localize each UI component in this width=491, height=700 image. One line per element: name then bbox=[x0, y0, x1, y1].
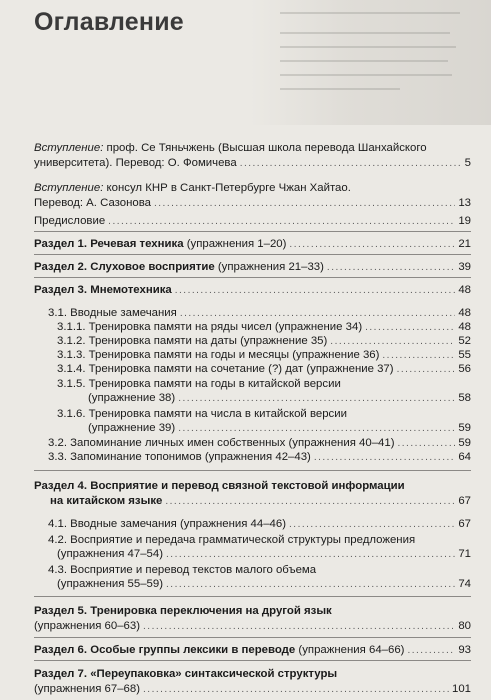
entry-text: консул КНР в Санкт-Петербурге Чжан Хайтао. bbox=[106, 182, 351, 194]
dot-leader bbox=[154, 197, 455, 211]
toc-entry-section-2[interactable] bbox=[34, 260, 471, 275]
dot-leader bbox=[143, 620, 455, 634]
toc-entry-3-1-1[interactable] bbox=[57, 320, 471, 335]
entry-text: 3.3. Запоминание топонимов (упражнения 42–43) bbox=[48, 451, 311, 463]
entry-text: (упражнения 47–54) bbox=[57, 548, 164, 560]
toc-entry-3-1-6-line1[interactable] bbox=[57, 407, 347, 421]
section-exercises: (упражнения 64–66) bbox=[298, 644, 405, 656]
page-number: 39 bbox=[458, 261, 471, 273]
entry-text: (упражнения 55–59) bbox=[57, 578, 164, 590]
entry-text: 4.3. Восприятие и перевод текстов малого объема bbox=[48, 564, 317, 576]
toc-entry-section-3[interactable] bbox=[34, 283, 471, 298]
divider bbox=[34, 596, 471, 597]
entry-text: 3.1.4. Тренировка памяти на сочетание (?) дат (упражнение 37) bbox=[57, 363, 394, 375]
toc-entry-section-6[interactable] bbox=[34, 643, 471, 658]
page-number: 48 bbox=[458, 307, 471, 319]
section-exercises: (упражнения 60–63) bbox=[34, 620, 141, 632]
section-exercises: (упражнения 67–68) bbox=[34, 683, 141, 695]
dot-leader bbox=[289, 238, 455, 252]
section-exercises: (упражнения 1–20) bbox=[186, 238, 287, 250]
toc-entry-preface[interactable] bbox=[34, 214, 471, 229]
toc-entry-intro2-line1[interactable] bbox=[34, 181, 351, 195]
entry-text: (упражнение 39) bbox=[88, 422, 176, 434]
toc-entry-4-3[interactable] bbox=[57, 577, 471, 592]
entry-text: Перевод: А. Сазонова bbox=[34, 197, 151, 209]
toc-entry-intro1-line1[interactable] bbox=[34, 141, 427, 155]
entry-text: 3.1.2. Тренировка памяти на даты (упражнение 35) bbox=[57, 335, 328, 347]
dot-leader bbox=[166, 548, 455, 562]
entry-text: (упражнение 38) bbox=[88, 392, 176, 404]
section-exercises: (упражнения 21–33) bbox=[217, 261, 324, 273]
entry-label: Вступление: bbox=[34, 182, 104, 194]
entry-text: 3.1.5. Тренировка памяти на годы в китайской версии bbox=[57, 378, 341, 390]
divider bbox=[34, 637, 471, 638]
divider bbox=[34, 660, 471, 661]
toc-entry-4-1[interactable] bbox=[48, 517, 471, 532]
dot-leader bbox=[143, 683, 449, 697]
entry-text: 3.1. Вводные замечания bbox=[48, 307, 177, 319]
toc-entry-intro1[interactable] bbox=[34, 156, 471, 171]
page-number: 19 bbox=[458, 215, 471, 227]
entry-text: 4.1. Вводные замечания (упражнения 44–46) bbox=[48, 518, 287, 530]
page-number: 80 bbox=[458, 620, 471, 632]
page-number: 67 bbox=[458, 518, 471, 530]
page-number: 56 bbox=[458, 363, 471, 375]
toc-entry-section-5-line1[interactable] bbox=[34, 604, 332, 618]
toc-entry-4-2-line1[interactable] bbox=[48, 533, 415, 547]
page-number: 59 bbox=[458, 437, 471, 449]
dot-leader bbox=[175, 284, 456, 298]
page-number: 13 bbox=[458, 197, 471, 209]
dot-leader bbox=[165, 495, 455, 509]
divider bbox=[34, 277, 471, 278]
divider bbox=[34, 254, 471, 255]
toc-entry-3-1-2[interactable] bbox=[57, 334, 471, 349]
dot-leader bbox=[166, 578, 455, 592]
toc-entry-section-7-line1[interactable] bbox=[34, 667, 337, 681]
dot-leader bbox=[365, 321, 455, 335]
dot-leader bbox=[330, 335, 455, 349]
page-number: 52 bbox=[458, 335, 471, 347]
toc-entry-4-3-line1[interactable] bbox=[48, 563, 316, 577]
section-heading: на китайском языке bbox=[50, 495, 163, 507]
toc-entry-3-3[interactable] bbox=[48, 450, 471, 465]
page-number: 55 bbox=[458, 349, 471, 361]
section-heading: Раздел 2. Слуховое восприятие bbox=[34, 261, 215, 273]
section-heading: Раздел 7. «Переупаковка» синтаксической структуры bbox=[34, 668, 338, 680]
page-number: 59 bbox=[458, 422, 471, 434]
entry-text: университета). Перевод: О. Фомичева bbox=[34, 157, 237, 169]
toc-entry-3-1-5[interactable] bbox=[88, 391, 471, 406]
page-number: 48 bbox=[458, 321, 471, 333]
dot-leader bbox=[314, 451, 455, 465]
toc-entry-3-1-6[interactable] bbox=[88, 421, 471, 436]
page-title: Оглавление bbox=[34, 8, 184, 36]
section-heading: Раздел 4. Восприятие и перевод связной текстовой информации bbox=[34, 480, 405, 492]
divider bbox=[34, 470, 471, 471]
page-number: 5 bbox=[464, 157, 471, 169]
section-heading: Раздел 6. Особые группы лексики в переводе bbox=[34, 644, 296, 656]
section-heading: Раздел 1. Речевая техника bbox=[34, 238, 184, 250]
entry-text: Предисловие bbox=[34, 215, 106, 227]
entry-text: 3.1.3. Тренировка памяти на годы и месяцы (упражнение 36) bbox=[57, 349, 380, 361]
dot-leader bbox=[382, 349, 455, 363]
page-number: 74 bbox=[458, 578, 471, 590]
toc-entry-3-1-4[interactable] bbox=[57, 362, 471, 377]
page-number: 71 bbox=[458, 548, 471, 560]
entry-text: 3.2. Запоминание личных имен собственных (упражнения 40–41) bbox=[48, 437, 395, 449]
dot-leader bbox=[178, 392, 455, 406]
toc-entry-section-4-line1[interactable] bbox=[34, 479, 405, 493]
dot-leader bbox=[180, 307, 455, 321]
divider bbox=[34, 231, 471, 232]
page-number: 48 bbox=[458, 284, 471, 296]
dot-leader bbox=[240, 157, 462, 171]
dot-leader bbox=[407, 644, 455, 658]
dot-leader bbox=[178, 422, 455, 436]
toc-entry-section-5[interactable] bbox=[34, 619, 471, 634]
entry-text: 4.2. Восприятие и передача грамматической структуры предложения bbox=[48, 534, 416, 546]
section-heading: Раздел 5. Тренировка переключения на другой язык bbox=[34, 605, 332, 617]
toc-entry-section-1[interactable] bbox=[34, 237, 471, 252]
entry-text: 3.1.1. Тренировка памяти на ряды чисел (упражнение 34) bbox=[57, 321, 363, 333]
page-number: 58 bbox=[458, 392, 471, 404]
page-number: 21 bbox=[458, 238, 471, 250]
toc-entry-4-2[interactable] bbox=[57, 547, 471, 562]
toc-entry-3-1-5-line1[interactable] bbox=[57, 377, 341, 391]
section-heading: Раздел 3. Мнемотехника bbox=[34, 284, 172, 296]
page-number: 101 bbox=[451, 683, 471, 695]
entry-label: Вступление: bbox=[34, 142, 104, 154]
toc-entry-3-2[interactable] bbox=[48, 436, 471, 451]
toc-entry-section-7[interactable] bbox=[34, 682, 471, 697]
dot-leader bbox=[398, 437, 456, 451]
entry-text: проф. Се Тяньчжень (Высшая школа перевода Шанхайского bbox=[106, 142, 427, 154]
page-number: 93 bbox=[458, 644, 471, 656]
dot-leader bbox=[108, 215, 455, 229]
toc-entry-3-1[interactable] bbox=[48, 306, 471, 321]
toc-entry-3-1-3[interactable] bbox=[57, 348, 471, 363]
toc-entry-intro2[interactable] bbox=[34, 196, 471, 211]
toc-entry-section-4[interactable] bbox=[50, 494, 471, 509]
dot-leader bbox=[397, 363, 456, 377]
entry-text: 3.1.6. Тренировка памяти на числа в китайской версии bbox=[57, 408, 347, 420]
dot-leader bbox=[289, 518, 455, 532]
dot-leader bbox=[327, 261, 455, 275]
page-number: 64 bbox=[458, 451, 471, 463]
page-number: 67 bbox=[458, 495, 471, 507]
